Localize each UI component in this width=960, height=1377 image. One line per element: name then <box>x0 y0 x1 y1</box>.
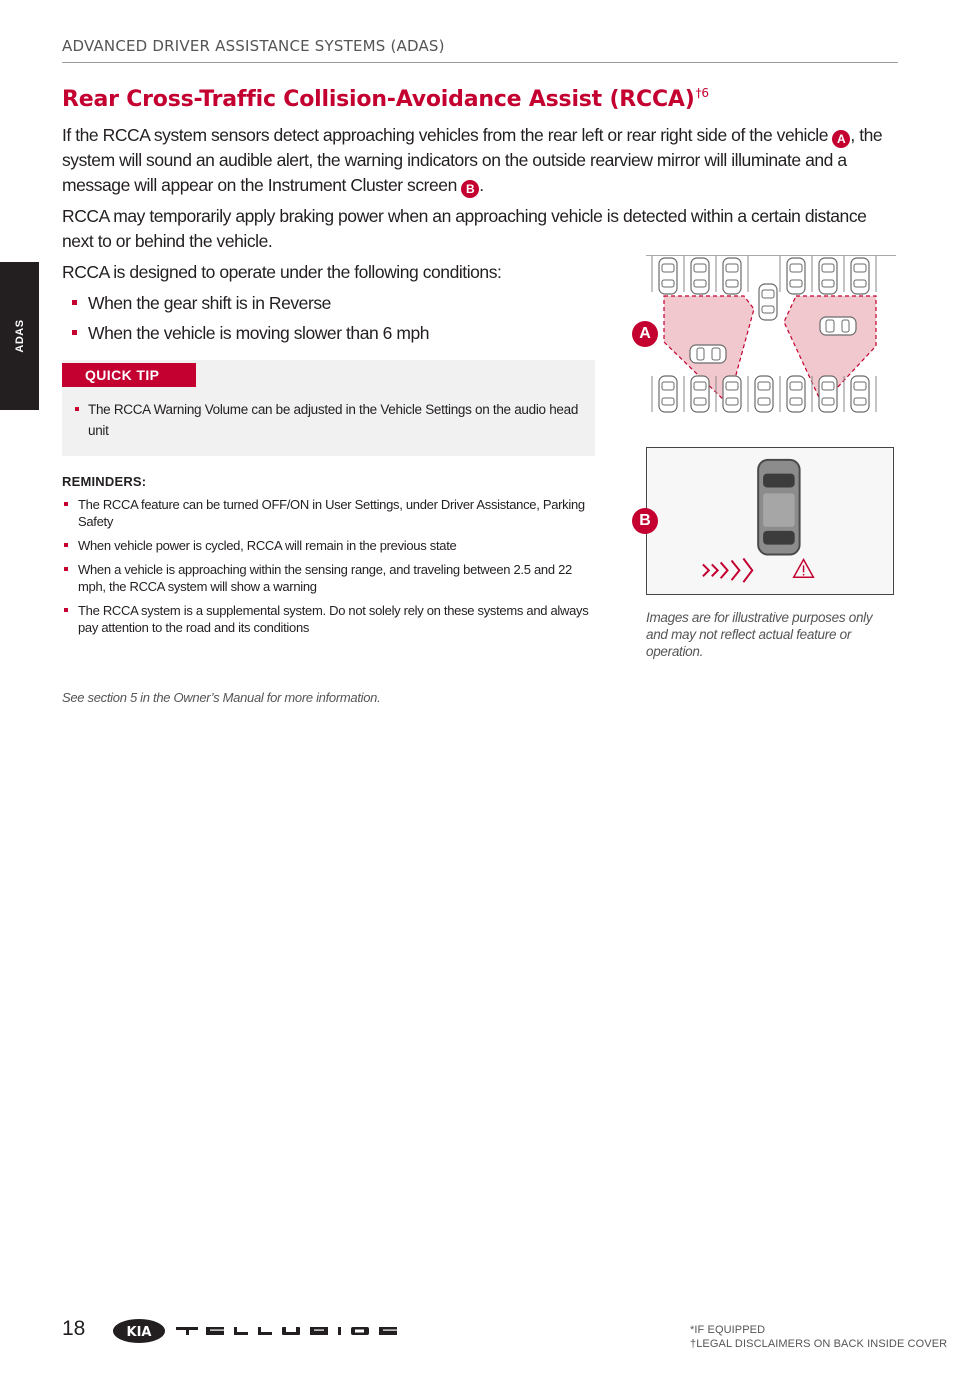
svg-text:KIA: KIA <box>126 1325 152 1340</box>
callout-a-badge: A <box>832 130 850 148</box>
header-divider <box>62 62 898 63</box>
rcca-parking-diagram <box>646 254 896 414</box>
quick-tip-label: QUICK TIP <box>62 363 196 387</box>
conditions-intro: RCCA is designed to operate under the following conditions: <box>62 262 502 282</box>
section-header: ADVANCED DRIVER ASSISTANCE SYSTEMS (ADAS) <box>62 37 445 55</box>
footnote-legal: †LEGAL DISCLAIMERS ON BACK INSIDE COVER <box>690 1338 948 1350</box>
reminders-list <box>64 496 594 643</box>
page-title-text: Rear Cross-Traffic Collision-Avoidance Assist (RCCA) <box>62 87 695 112</box>
car-icon <box>758 460 799 555</box>
list-item: The RCCA system is a supplemental system. Do not solely rely on these systems and always pay attention to the road and its conditions <box>64 602 594 636</box>
footnote-if-equipped: *IF EQUIPPED <box>690 1324 766 1336</box>
title-superscript: †6 <box>695 86 709 100</box>
quick-tip-text: The RCCA Warning Volume can be adjusted in the Vehicle Settings on the audio head unit <box>75 399 580 441</box>
braking-paragraph: RCCA may temporarily apply braking power when an approaching vehicle is detected within a certain distance next to or behind the vehicle. <box>62 206 867 251</box>
list-item: When vehicle power is cycled, RCCA will remain in the previous state <box>64 537 594 554</box>
side-tab <box>0 262 39 410</box>
see-section-note: See section 5 in the Owner’s Manual for more information. <box>62 690 381 705</box>
callout-b-badge: B <box>461 180 479 198</box>
kia-telluride-logo <box>112 1317 422 1345</box>
list-item: When the vehicle is moving slower than 6 mph <box>72 318 429 348</box>
intro-text-2: , the system will sound an audible alert, the warning indicators on the outside rearview mirror will illuminate and a message will appear on the Instrument Cluster screen <box>62 125 883 195</box>
reminders-heading: REMINDERS: <box>62 474 147 489</box>
side-tab-label: ADAS <box>13 319 26 353</box>
cluster-screen-diagram <box>646 447 894 595</box>
telluride-wordmark <box>176 1327 397 1335</box>
intro-text-3: . <box>479 175 484 195</box>
kia-logo <box>113 1319 165 1343</box>
list-item: The RCCA feature can be turned OFF/ON in User Settings, under Driver Assistance, Parking Safety <box>64 496 594 530</box>
list-item: When a vehicle is approaching within the sensing range, and traveling between 2.5 and 22 mph, the RCCA system will show a warning <box>64 561 594 595</box>
intro-text-1: If the RCCA system sensors detect approaching vehicles from the rear left or rear right side of the vehicle <box>62 125 833 145</box>
page-number: 18 <box>62 1317 86 1340</box>
figure-label-a: A <box>632 321 658 347</box>
page-title <box>62 86 709 112</box>
intro-paragraph <box>62 123 902 198</box>
list-item: When the gear shift is in Reverse <box>72 288 429 318</box>
footnotes <box>690 1323 947 1351</box>
figure-label-b: B <box>632 508 658 534</box>
image-disclaimer: Images are for illustrative purposes only and may not reflect actual feature or operation. <box>646 610 873 659</box>
conditions-list <box>72 288 429 348</box>
